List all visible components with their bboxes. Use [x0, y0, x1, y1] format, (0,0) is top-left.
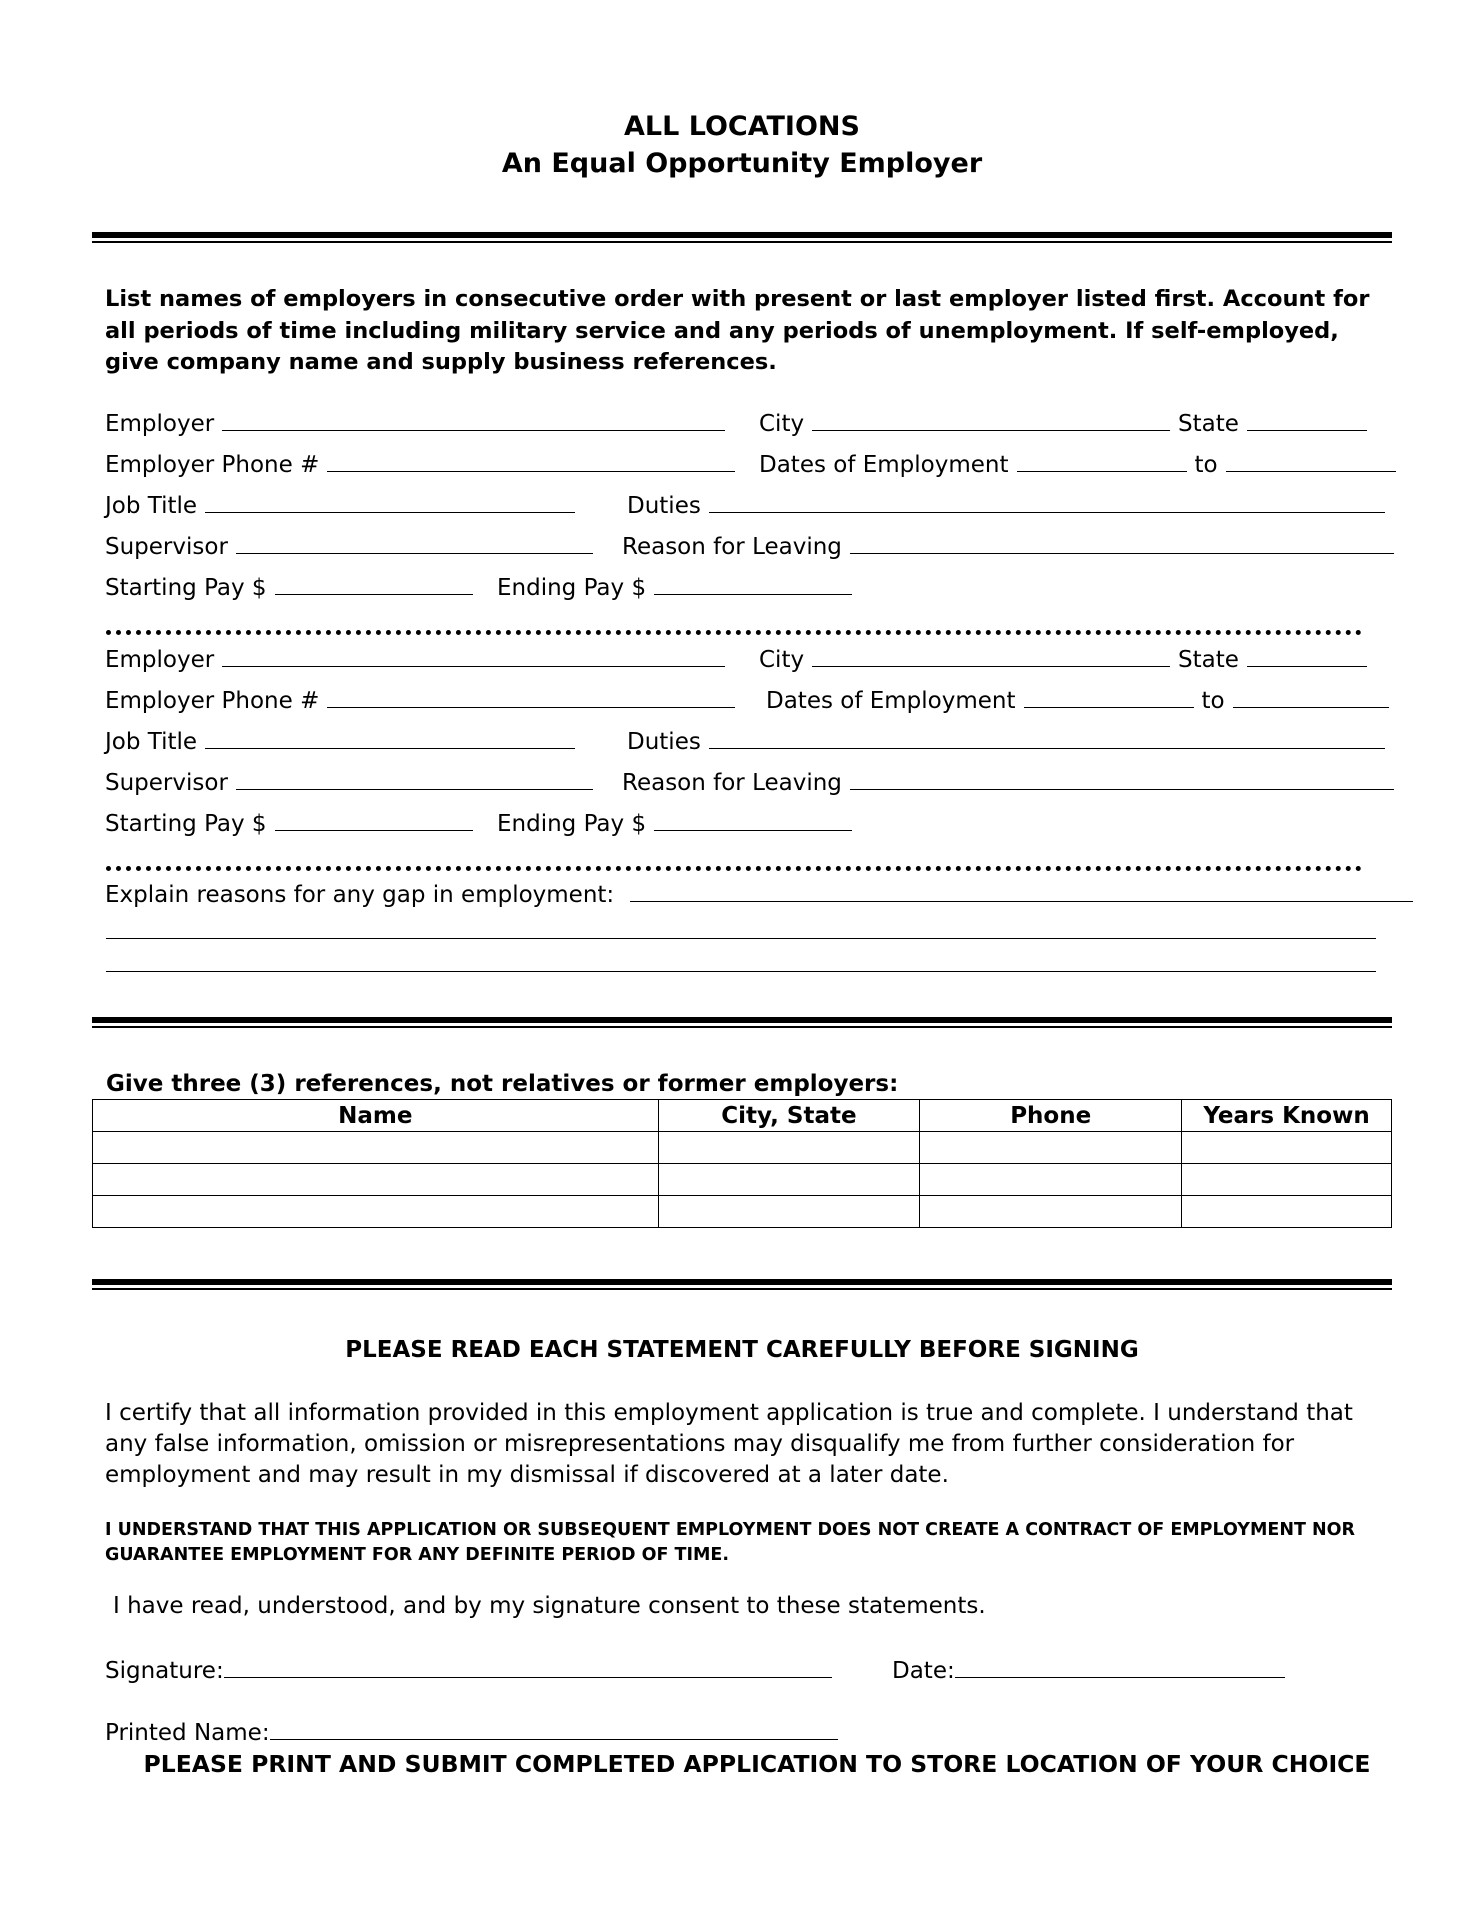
reference-city-state-cell[interactable]	[658, 1196, 920, 1228]
employment-instructions: List names of employers in consecutive order with present or last employer listed first. Account for all periods of time including military service and any periods of unemployment. If self-employed, give company name and supply business references.	[105, 286, 1370, 375]
table-row	[93, 1196, 1392, 1228]
reason-input-2[interactable]	[850, 767, 1394, 790]
duties-label: Duties	[627, 729, 701, 755]
table-row	[93, 1164, 1392, 1196]
reference-city-state-cell[interactable]	[658, 1164, 920, 1196]
starting-pay-field-1	[105, 572, 473, 602]
gap-input-1[interactable]	[630, 879, 1413, 902]
divider	[92, 232, 1392, 243]
reference-name-cell[interactable]	[93, 1132, 659, 1164]
job-title-label: Job Title	[105, 729, 198, 755]
employer-label: Employer	[105, 647, 215, 673]
reference-phone-cell[interactable]	[920, 1164, 1182, 1196]
reference-years-known-cell[interactable]	[1182, 1132, 1392, 1164]
date-from-input-2[interactable]	[1024, 685, 1194, 708]
signature-label: Signature:	[105, 1658, 224, 1684]
state-label: State	[1178, 647, 1239, 673]
statement-heading: PLEASE READ EACH STATEMENT CAREFULLY BEFORE SIGNING	[345, 1337, 1139, 1363]
employer-phone-field-2	[105, 685, 735, 715]
ending-pay-label: Ending Pay $	[497, 575, 647, 601]
state-field-1	[1178, 408, 1367, 438]
header-subtitle: An Equal Opportunity Employer	[501, 148, 983, 179]
gap-input-2[interactable]	[106, 938, 1376, 939]
dates-label: Dates of Employment	[759, 452, 1009, 478]
employer-phone-label: Employer Phone #	[105, 688, 320, 714]
employer-input-2[interactable]	[222, 644, 725, 667]
table-row	[93, 1132, 1392, 1164]
reference-years-known-cell[interactable]	[1182, 1196, 1392, 1228]
state-label: State	[1178, 411, 1239, 437]
contract-notice: I UNDERSTAND THAT THIS APPLICATION OR SUBSEQUENT EMPLOYMENT DOES NOT CREATE A CONTRACT OF EMPLOYMENT NOR GUARANTEE EMPLOYMENT FOR ANY DEFINITE PERIOD OF TIME.	[105, 1520, 1356, 1565]
supervisor-label: Supervisor	[105, 770, 228, 796]
employer-label: Employer	[105, 411, 215, 437]
job-title-label: Job Title	[105, 493, 198, 519]
supervisor-input-2[interactable]	[236, 767, 593, 790]
table-header-row	[93, 1100, 1392, 1132]
to-label: to	[1194, 452, 1218, 478]
dates-label: Dates of Employment	[766, 688, 1016, 714]
column-header-name: Name	[93, 1100, 659, 1132]
employer-phone-label: Employer Phone #	[105, 452, 320, 478]
dotted-separator	[106, 630, 1362, 635]
column-header-phone: Phone	[920, 1100, 1182, 1132]
supervisor-input-1[interactable]	[236, 531, 593, 554]
certify-paragraph: I certify that all information provided in this employment application is true and complete. I understand that any false information, omission or misrepresentations may disqualify me from further consideration for employment and may result in my dismissal if discovered at a later date.	[105, 1400, 1353, 1488]
gap-input-3[interactable]	[106, 971, 1376, 972]
ending-pay-field-1	[497, 572, 852, 602]
city-field-2	[759, 644, 1170, 674]
signature-field	[105, 1655, 832, 1685]
starting-pay-label: Starting Pay $	[105, 575, 267, 601]
employer-phone-field-1	[105, 449, 735, 479]
printed-name-field	[105, 1717, 838, 1747]
reference-city-state-cell[interactable]	[658, 1132, 920, 1164]
date-to-input-1[interactable]	[1226, 449, 1396, 472]
date-from-input-1[interactable]	[1017, 449, 1187, 472]
starting-pay-input-1[interactable]	[275, 572, 473, 595]
dates-field-2	[766, 685, 1389, 715]
date-field	[892, 1655, 1285, 1685]
duties-label: Duties	[627, 493, 701, 519]
city-label: City	[759, 411, 805, 437]
references-table	[92, 1099, 1392, 1228]
duties-input-2[interactable]	[709, 726, 1385, 749]
reference-name-cell[interactable]	[93, 1164, 659, 1196]
job-title-field-2	[105, 726, 575, 756]
state-input-1[interactable]	[1247, 408, 1367, 431]
consent-statement: I have read, understood, and by my signature consent to these statements.	[113, 1593, 986, 1619]
employer-phone-input-1[interactable]	[327, 449, 735, 472]
gap-field	[105, 879, 1413, 909]
reason-input-1[interactable]	[850, 531, 1394, 554]
city-field-1	[759, 408, 1170, 438]
printed-name-label: Printed Name:	[105, 1720, 270, 1746]
signature-input[interactable]	[224, 1655, 832, 1678]
state-field-2	[1178, 644, 1367, 674]
state-input-2[interactable]	[1247, 644, 1367, 667]
reference-phone-cell[interactable]	[920, 1132, 1182, 1164]
date-to-input-2[interactable]	[1233, 685, 1389, 708]
supervisor-field-1	[105, 531, 593, 561]
city-input-2[interactable]	[812, 644, 1170, 667]
header-title: ALL LOCATIONS	[624, 111, 860, 142]
reason-field-1	[622, 531, 1394, 561]
printed-name-input[interactable]	[270, 1717, 838, 1740]
employer-field-2	[105, 644, 725, 674]
submit-instructions: PLEASE PRINT AND SUBMIT COMPLETED APPLICATION TO STORE LOCATION OF YOUR CHOICE	[143, 1750, 1371, 1778]
job-title-input-1[interactable]	[205, 490, 575, 513]
ending-pay-input-1[interactable]	[654, 572, 852, 595]
ending-pay-label: Ending Pay $	[497, 811, 647, 837]
reference-years-known-cell[interactable]	[1182, 1164, 1392, 1196]
gap-label: Explain reasons for any gap in employment:	[105, 882, 615, 908]
employer-input-1[interactable]	[222, 408, 725, 431]
job-title-field-1	[105, 490, 575, 520]
dotted-separator	[106, 866, 1362, 871]
duties-field-2	[627, 726, 1385, 756]
duties-input-1[interactable]	[709, 490, 1385, 513]
date-input[interactable]	[955, 1655, 1285, 1678]
city-label: City	[759, 647, 805, 673]
ending-pay-field-2	[497, 808, 852, 838]
reference-name-cell[interactable]	[93, 1196, 659, 1228]
dates-field-1	[759, 449, 1396, 479]
column-header-city-state: City, State	[658, 1100, 920, 1132]
divider	[92, 1017, 1392, 1028]
employer-phone-input-2[interactable]	[327, 685, 735, 708]
reference-phone-cell[interactable]	[920, 1196, 1182, 1228]
column-header-years-known: Years Known	[1182, 1100, 1392, 1132]
divider	[92, 1279, 1392, 1290]
to-label: to	[1201, 688, 1225, 714]
reason-field-2	[622, 767, 1394, 797]
ending-pay-input-2[interactable]	[654, 808, 852, 831]
starting-pay-field-2	[105, 808, 473, 838]
starting-pay-label: Starting Pay $	[105, 811, 267, 837]
city-input-1[interactable]	[812, 408, 1170, 431]
supervisor-field-2	[105, 767, 593, 797]
reason-label: Reason for Leaving	[622, 770, 842, 796]
duties-field-1	[627, 490, 1385, 520]
starting-pay-input-2[interactable]	[275, 808, 473, 831]
date-label: Date:	[892, 1658, 955, 1684]
reason-label: Reason for Leaving	[622, 534, 842, 560]
supervisor-label: Supervisor	[105, 534, 228, 560]
employer-field-1	[105, 408, 725, 438]
references-heading: Give three (3) references, not relatives or former employers:	[106, 1071, 899, 1097]
job-title-input-2[interactable]	[205, 726, 575, 749]
